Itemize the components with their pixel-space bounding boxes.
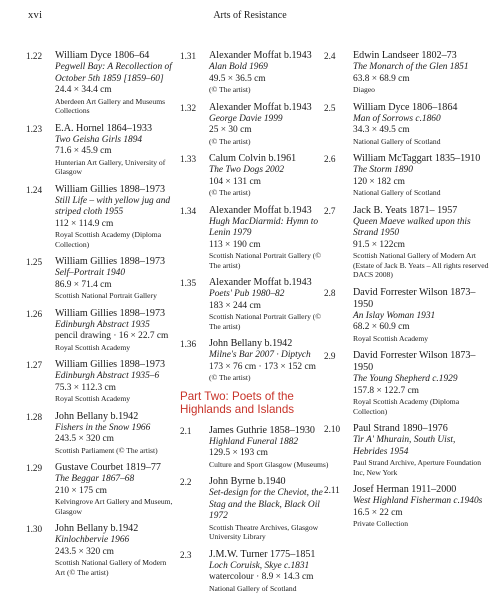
catalogue-entry: [26, 359, 174, 404]
entry-number: 2.1: [180, 425, 192, 436]
entry-meta: 75.3 × 112.3 cm: [55, 382, 116, 393]
entry-title: Set-design for the Cheviot, the Stag and the Black, Black Oil 1972: [209, 488, 323, 521]
entry-title: Alan Bold 1969: [209, 62, 268, 72]
section-heading: Part Two: Poets of the Highlands and Islands: [180, 389, 295, 416]
entry-credit: Paul Strand Archive, Aperture Foundation Inc, New York: [353, 458, 482, 477]
entry-meta: 68.2 × 60.9 cm: [353, 322, 410, 332]
entry-meta: 210 × 175 cm: [55, 485, 107, 496]
entry-body: [55, 256, 174, 301]
entry-meta: 113 × 190 cm: [209, 239, 261, 250]
entry-meta: 243.5 × 320 cm: [55, 546, 114, 557]
catalogue-entry: [180, 205, 332, 271]
entry-credit: Royal Scottish Academy: [353, 333, 429, 343]
entry-credit: Scottish National Portrait Gallery (© The artist): [209, 251, 322, 270]
entry-number: 2.6: [324, 154, 336, 164]
entry-body: [55, 359, 174, 404]
entry-number: 2.5: [324, 102, 336, 113]
entry-credit: Royal Scottish Academy: [55, 394, 131, 403]
entry-number: 1.27: [26, 360, 43, 370]
entry-number: 2.2: [180, 477, 192, 487]
entry-meta: 91.5 × 122cm: [353, 239, 405, 250]
entry-number: 1.26: [26, 308, 43, 319]
entry-credit: Scottish National Gallery of Modern Art (Estate of Jack B. Yeats – All rights reserved DACS 2008): [353, 251, 489, 279]
entry-body: [353, 350, 489, 416]
column-1: [26, 50, 174, 584]
entry-credit: Scottish Theatre Archives, Glasgow University Library: [209, 522, 319, 541]
entry-number: 1.24: [26, 184, 43, 195]
entry-number: 1.29: [26, 463, 43, 473]
entry-number: 2.3: [180, 549, 192, 560]
entry-title: The Two Dogs 2002: [209, 165, 285, 175]
entry-artist: J.M.W. Turner 1775–1851: [209, 548, 316, 560]
entry-credit: Private Collection: [353, 519, 409, 528]
entry-artist: William Dyce 1806–1864: [353, 101, 458, 113]
entry-body: [209, 277, 332, 331]
entry-credit: National Gallery of Scotland: [353, 188, 441, 197]
entry-artist: Alexander Moffat b.1943: [209, 50, 312, 61]
catalogue-entry: [324, 205, 489, 280]
entry-meta: 24.4 × 34.4 cm: [55, 85, 112, 95]
entry-meta: 34.3 × 49.5 cm: [353, 125, 410, 135]
entry-meta: 86.9 × 71.4 cm: [55, 279, 112, 290]
entry-title: The Monarch of the Glen 1851: [353, 62, 469, 72]
entry-title: Loch Coruisk, Skye c.1831: [209, 560, 310, 571]
entry-title: Kinlochbervie 1966: [55, 535, 130, 545]
entry-meta: 157.8 × 122.7 cm: [353, 385, 419, 396]
entry-body: [353, 484, 489, 529]
catalogue-entry: [180, 277, 332, 331]
entry-title: Tir A' Mhurain, South Uist, Hebrides 1954: [353, 435, 456, 457]
entry-meta: 63.8 × 68.9 cm: [353, 73, 410, 84]
entry-meta: watercolour · 8.9 × 14.3 cm: [209, 572, 314, 582]
entry-body: [353, 153, 489, 198]
entry-body: [55, 123, 174, 177]
entry-number: 1.33: [180, 154, 197, 164]
entry-title: Two Geisha Girls 1894: [55, 134, 143, 145]
entry-number: 1.30: [26, 524, 43, 534]
entry-artist: Gustave Courbet 1819–77: [55, 462, 161, 473]
entry-artist: William McTaggart 1835–1910: [353, 153, 481, 164]
catalogue-entry: [324, 102, 489, 147]
catalogue-entry: [180, 425, 332, 470]
entry-credit: (© The artist): [209, 136, 251, 146]
entry-artist: Edwin Landseer 1802–73: [353, 50, 457, 61]
catalogue-entry: [324, 153, 489, 198]
entry-credit: Royal Scottish Academy (Diploma Collection): [55, 230, 162, 249]
entry-body: [55, 184, 174, 250]
catalogue-entry: [180, 50, 332, 95]
entry-number: 1.34: [180, 205, 197, 216]
entry-title: Still Life – with yellow jug and striped cloth 1955: [55, 195, 171, 217]
entry-body: [353, 287, 489, 344]
page-number: xvi: [28, 10, 43, 21]
entry-artist: John Bellany b.1942: [55, 410, 139, 422]
section-entries: [180, 425, 332, 594]
entry-body: [209, 102, 332, 147]
entry-body: [209, 50, 332, 95]
catalogue-entry: [26, 523, 174, 577]
entry-meta: 129.5 × 193 cm: [209, 448, 268, 458]
entry-body: [55, 523, 174, 577]
entry-artist: David Forrester Wilson 1873–1950: [353, 286, 476, 310]
entry-number: 1.36: [180, 339, 197, 349]
catalogue-entry: [26, 256, 174, 301]
column-2-entries: [180, 50, 332, 383]
entry-number: 2.7: [324, 205, 336, 216]
entry-credit: National Gallery of Scotland: [353, 136, 441, 146]
entry-body: [209, 549, 332, 594]
catalogue-entry: [26, 50, 174, 116]
entry-title: The Beggar 1867–68: [55, 474, 135, 484]
catalogue-entry: [324, 50, 489, 95]
entry-artist: William Gillies 1898–1973: [55, 359, 166, 370]
entry-title: The Storm 1890: [353, 165, 413, 175]
entry-credit: Scottish National Gallery of Modern Art (© The artist): [55, 558, 167, 577]
entry-title: Queen Maeve walked upon this Strand 1950: [353, 216, 471, 238]
entry-title: Self–Portrait 1940: [55, 268, 126, 278]
entry-meta: 173 × 76 cm · 173 × 152 cm: [209, 361, 316, 372]
entry-artist: William Gillies 1898–1973: [55, 183, 166, 195]
entry-number: 1.35: [180, 278, 197, 288]
entry-artist: Alexander Moffat b.1943: [209, 101, 312, 113]
entry-meta: 25 × 30 cm: [209, 125, 252, 135]
entry-body: [55, 50, 174, 116]
entry-title: Pegwell Bay: A Recollection of October 5th 1859 [1859–60]: [55, 62, 172, 84]
entry-title: Milne's Bar 2007 · Diptych: [209, 350, 311, 360]
entry-body: [353, 205, 489, 280]
entry-artist: Josef Herman 1911–2000: [353, 484, 457, 495]
entry-artist: Calum Colvin b.1961: [209, 153, 297, 164]
entry-title: An Islay Woman 1931: [353, 310, 436, 321]
catalogue-entry: [26, 308, 174, 353]
entry-title: Man of Sorrows c.1860: [353, 113, 441, 124]
page-header: [0, 10, 500, 26]
running-title: Arts of Resistance: [213, 10, 287, 21]
entry-artist: David Forrester Wilson 1873–1950: [353, 350, 476, 373]
entry-artist: Alexander Moffat b.1943: [209, 277, 312, 288]
entry-number: 1.31: [180, 51, 197, 61]
entry-meta: pencil drawing · 16 × 22.7 cm: [55, 331, 169, 341]
entry-meta: 16.5 × 22 cm: [353, 507, 403, 518]
entry-title: Edinburgh Abstract 1935: [55, 319, 150, 330]
entry-meta: 120 × 182 cm: [353, 176, 405, 187]
entry-meta: 112 × 114.9 cm: [55, 218, 114, 229]
entry-artist: William Gillies 1898–1973: [55, 256, 166, 267]
entry-credit: Aberdeen Art Gallery and Museums Collections: [55, 96, 166, 115]
entry-body: [353, 423, 489, 477]
entry-meta: 49.5 × 36.5 cm: [209, 73, 266, 84]
entry-title: Highland Funeral 1882: [209, 436, 299, 447]
entry-artist: E.A. Hornel 1864–1933: [55, 122, 152, 134]
entry-number: 1.32: [180, 102, 197, 113]
entry-number: 2.11: [324, 485, 340, 495]
catalogue-entry: [26, 411, 174, 456]
column-2: [180, 50, 332, 600]
entry-artist: John Byrne b.1940: [209, 476, 286, 487]
entry-credit: Kelvingrove Art Gallery and Museum, Glasgow: [55, 497, 173, 516]
entry-title: Fishers in the Snow 1966: [55, 422, 151, 433]
entry-body: [209, 338, 332, 383]
entry-credit: Scottish National Portrait Gallery: [55, 291, 157, 300]
entry-meta: 71.6 × 45.9 cm: [55, 146, 112, 156]
entry-artist: Jack B. Yeats 1871– 1957: [353, 204, 458, 216]
entry-credit: Royal Scottish Academy: [55, 342, 131, 352]
catalogue-entry: [324, 287, 489, 344]
entry-body: [209, 153, 332, 198]
entry-title: Poets' Pub 1980–82: [209, 289, 285, 299]
entry-artist: Alexander Moffat b.1943: [209, 204, 312, 216]
entry-artist: William Gillies 1898–1973: [55, 307, 166, 319]
entry-meta: 104 × 131 cm: [209, 176, 261, 187]
entry-meta: 183 × 244 cm: [209, 300, 261, 311]
entry-credit: Scottish Parliament (© The artist): [55, 445, 158, 455]
entry-body: [55, 308, 174, 353]
catalogue-entry: [180, 153, 332, 198]
entry-credit: (© The artist): [209, 85, 251, 94]
entry-title: Edinburgh Abstract 1935–6: [55, 371, 160, 381]
catalogue-entry: [324, 423, 489, 477]
entry-artist: John Bellany b.1942: [209, 338, 293, 349]
entry-number: 2.9: [324, 351, 336, 361]
entry-artist: Paul Strand 1890–1976: [353, 423, 448, 434]
entry-number: 2.8: [324, 287, 336, 298]
entry-credit: (© The artist): [209, 373, 251, 382]
catalogue-entry: [324, 484, 489, 529]
entry-body: [209, 205, 332, 271]
entry-number: 2.4: [324, 51, 336, 61]
entry-title: West Highland Fisherman c.1940s: [353, 496, 483, 506]
entry-body: [209, 425, 332, 470]
catalogue-entry: [180, 549, 332, 594]
entry-body: [209, 476, 332, 542]
catalogue-entry: [26, 184, 174, 250]
entry-meta: 243.5 × 320 cm: [55, 434, 114, 444]
catalogue-entry: [180, 338, 332, 383]
catalogue-entry: [324, 350, 489, 416]
entry-credit: (© The artist): [209, 188, 251, 197]
entry-body: [55, 462, 174, 516]
entry-credit: National Gallery of Scotland: [209, 583, 297, 593]
entry-title: George Davie 1999: [209, 113, 283, 124]
entry-number: 1.28: [26, 411, 43, 422]
catalogue-entry: [26, 462, 174, 516]
entry-artist: John Bellany b.1942: [55, 523, 139, 534]
entry-number: 2.10: [324, 424, 341, 434]
entry-artist: James Guthrie 1858–1930: [209, 424, 315, 436]
entry-credit: Royal Scottish Academy (Diploma Collection): [353, 397, 460, 416]
entry-credit: Hunterian Art Gallery, University of Glasgow: [55, 157, 166, 176]
column-3: [324, 50, 489, 536]
entry-body: [55, 411, 174, 456]
entry-number: 1.23: [26, 123, 43, 134]
entry-credit: Scottish National Portrait Gallery (© The artist): [209, 312, 322, 331]
entry-artist: William Dyce 1806–64: [55, 50, 150, 61]
catalogue-entry: [180, 476, 332, 542]
entry-number: 1.25: [26, 257, 43, 267]
entry-title: Hugh MacDiarmid: Hymn to Lenin 1979: [209, 216, 319, 238]
catalogue-entry: [180, 102, 332, 147]
entry-title: The Young Shepherd c.1929: [353, 374, 458, 384]
entry-credit: Diageo: [353, 85, 375, 94]
entry-credit: Culture and Sport Glasgow (Museums): [209, 459, 329, 469]
entry-body: [353, 50, 489, 95]
entry-body: [353, 102, 489, 147]
entry-number: 1.22: [26, 51, 43, 61]
catalogue-entry: [26, 123, 174, 177]
